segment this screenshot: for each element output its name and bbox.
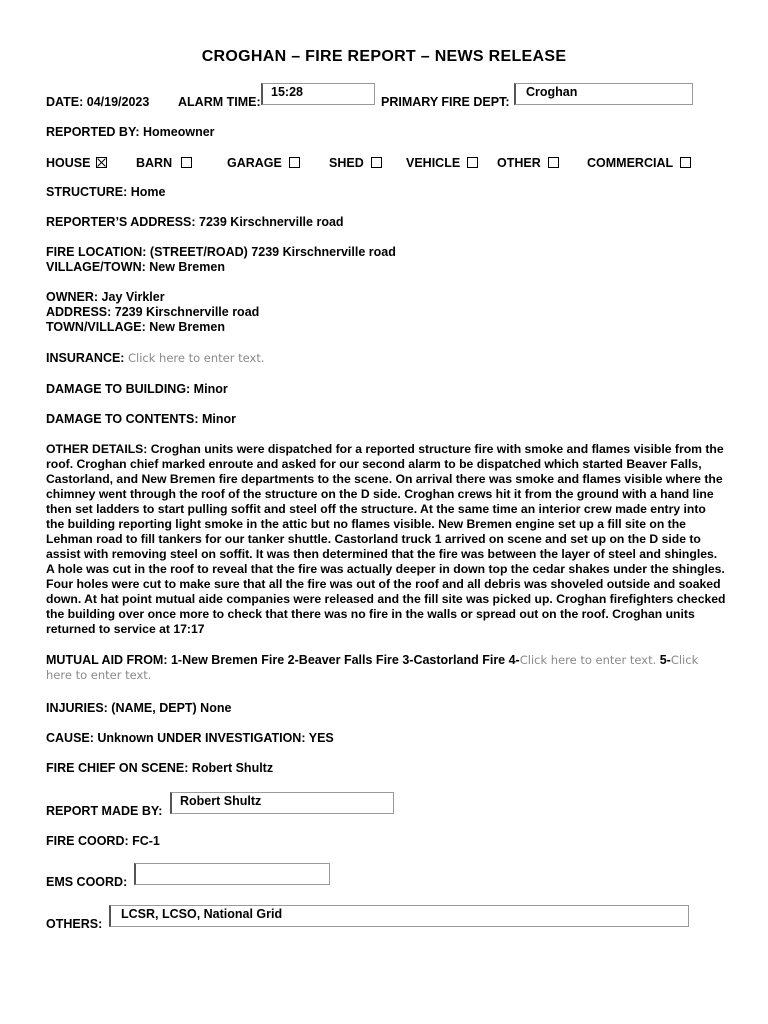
checkbox-other-label: OTHER <box>497 156 541 170</box>
checkbox-shed[interactable] <box>329 156 382 170</box>
checkbox-commercial-box[interactable] <box>680 157 691 168</box>
date-label: DATE: <box>46 95 84 109</box>
checkbox-other[interactable] <box>497 156 559 170</box>
checkbox-vehicle-label: VEHICLE <box>406 156 461 170</box>
checkbox-barn[interactable] <box>136 156 192 170</box>
alarm-time-label: ALARM TIME: <box>178 95 261 109</box>
damage-building: DAMAGE TO BUILDING: Minor <box>46 382 228 396</box>
checkbox-shed-box[interactable] <box>371 157 382 168</box>
report-made-by-label: REPORT MADE BY: <box>46 804 163 818</box>
checkbox-shed-label: SHED <box>329 156 364 170</box>
checkbox-house-label: HOUSE <box>46 156 91 170</box>
fire-location: FIRE LOCATION: (STREET/ROAD) 7239 Kirschnerville road <box>46 245 396 259</box>
insurance-line <box>46 351 264 366</box>
owner-town: TOWN/VILLAGE: New Bremen <box>46 320 225 334</box>
checkbox-commercial-label: COMMERCIAL <box>587 156 674 170</box>
checkbox-barn-box[interactable] <box>181 157 192 168</box>
date-line <box>46 95 149 110</box>
ems-coord-field[interactable] <box>134 863 330 885</box>
damage-contents: DAMAGE TO CONTENTS: Minor <box>46 412 237 426</box>
checkbox-garage[interactable] <box>227 156 300 170</box>
checkbox-barn-label: BARN <box>136 156 173 170</box>
structure: STRUCTURE: Home <box>46 185 166 199</box>
reporters-address: REPORTER’S ADDRESS: 7239 Kirschnerville road <box>46 215 344 229</box>
insurance-field[interactable]: Click here to enter text. <box>127 351 265 365</box>
mutual-aid-5-placeholder-b: here to enter text. <box>46 668 152 682</box>
owner-address: ADDRESS: 7239 Kirschnerville road <box>46 305 260 319</box>
checkbox-house-box[interactable] <box>96 157 107 168</box>
mutual-aid-5-placeholder-a: Click <box>670 653 699 667</box>
primary-dept-label: PRIMARY FIRE DEPT: <box>381 95 510 109</box>
checkbox-vehicle-box[interactable] <box>467 157 478 168</box>
mutual-aid-4-field[interactable]: Click here to enter text. <box>519 653 657 667</box>
mutual-aid <box>46 653 726 683</box>
other-details: OTHER DETAILS: Croghan units were dispatched for a reported structure fire with smoke and flames visible from the roof. Croghan chief marked enroute and asked for our second alarm to be dispatched which started Beaver Falls, Castorland, and New Bremen fire departments to the scene. On arrival there was smoke and flames visible where the chimney went through the roof of the structure on the D side. Croghan crews hit it from the ground with a hand line then set ladders to start pulling soffit and steel off the structure. At the same time an interior crew made entry into the building reporting light smoke in the attic but no flames visible. New Bremen engine set up a fill site on the Lehman road to fill tankers for our tanker shuttle. Castorland truck 1 arrived on scene and set up on the D side to assist with removing steel on soffit. It was then determined that the fire was between the layer of steel and shingles. A hole was cut in the roof to reveal that the fire was actually deeper in down top the cedar shakes under the shingles. Four holes were cut to make sure that all the fire was out of the roof and all debris was shoveled outside and soaked down. At hat point mutual aide companies were released and the fill site was picked up. Croghan firefighters checked the building over once more to check that there was no fire in the walls or spread out on the roof. Croghan units returned to service at 17:17 <box>46 442 726 636</box>
mutual-aid-5-label: 5- <box>656 653 671 667</box>
mutual-aid-text: MUTUAL AID FROM: 1-New Bremen Fire 2-Beaver Falls Fire 3-Castorland Fire 4- <box>46 653 520 667</box>
reported-by: REPORTED BY: Homeowner <box>46 125 215 139</box>
checkbox-garage-label: GARAGE <box>227 156 282 170</box>
cause: CAUSE: Unknown UNDER INVESTIGATION: YES <box>46 731 334 745</box>
ems-coord-label: EMS COORD: <box>46 875 128 889</box>
checkbox-commercial[interactable] <box>587 156 691 170</box>
injuries: INJURIES: (NAME, DEPT) None <box>46 701 232 715</box>
others-label: OTHERS: <box>46 917 103 931</box>
village-town: VILLAGE/TOWN: New Bremen <box>46 260 225 274</box>
alarm-time-field[interactable]: 15:28 <box>261 83 375 105</box>
date-value: 04/19/2023 <box>86 95 150 109</box>
checkbox-house[interactable] <box>46 156 107 170</box>
checkbox-other-box[interactable] <box>548 157 559 168</box>
insurance-label: INSURANCE: <box>46 351 125 365</box>
fire-coord: FIRE COORD: FC-1 <box>46 834 160 848</box>
report-title: CROGHAN – FIRE REPORT – NEWS RELEASE <box>201 48 567 65</box>
checkbox-vehicle[interactable] <box>406 156 478 170</box>
primary-dept-field[interactable]: Croghan <box>514 83 693 105</box>
others-field[interactable]: LCSR, LCSO, National Grid <box>109 905 689 927</box>
checkbox-garage-box[interactable] <box>289 157 300 168</box>
report-made-by-field[interactable]: Robert Shultz <box>170 792 394 814</box>
owner: OWNER: Jay Virkler <box>46 290 165 304</box>
fire-chief: FIRE CHIEF ON SCENE: Robert Shultz <box>46 761 274 775</box>
